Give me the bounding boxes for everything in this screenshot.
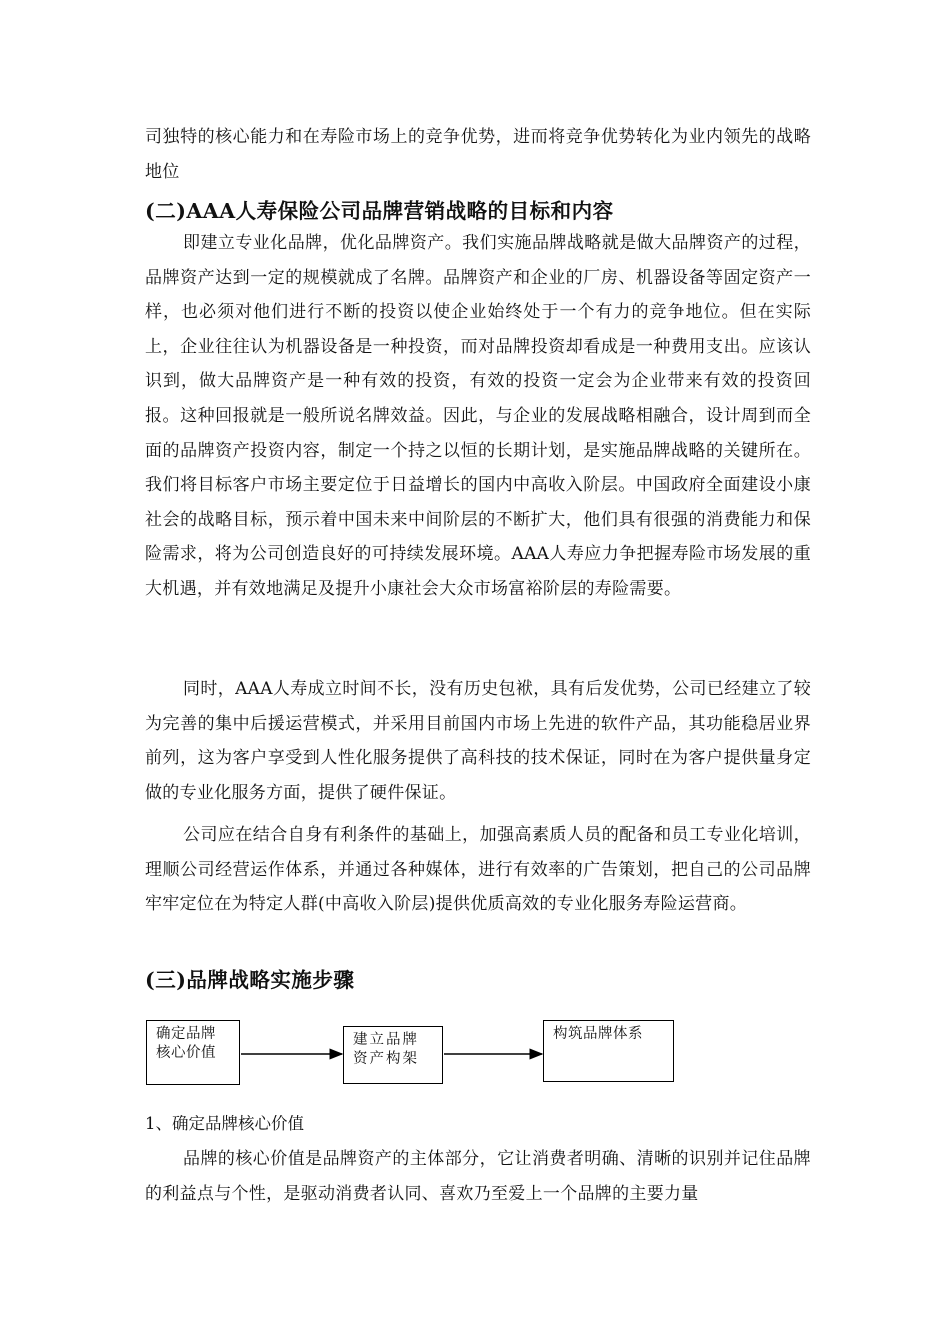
flow-box-core-value: 确定品牌核心价值 — [146, 1020, 240, 1085]
flow-box-brand-system: 构筑品牌体系 — [543, 1020, 674, 1082]
flow-box-asset-framework: 建立品牌资产构架 — [343, 1026, 443, 1084]
paragraph-brand-goals: 即建立专业化品牌，优化品牌资产。我们实施品牌战略就是做大品牌资产的过程，品牌资产达到一定的规模就成了名牌。品牌资产和企业的厂房、机器设备等固定资产一样，也必须对他们进行不断的投资以使企业始终处于一个有力的竞争地位。但在实际上，企业往往认为机器设备是一种投资，而对品牌投资却看成是一种费用支出。应该认识到，做大品牌资产是一种有效的投资，有效的投资一定会为企业带来有效的投资回报。这种回报就是一般所说名牌效益。因此，与企业的发展战略相融合，设计周到而全面的品牌资产投资内容，制定一个持之以恒的长期计划，是实施品牌战略的关键所在。我们将目标客户市场主要定位于日益增长的国内中高收入阶层。中国政府全面建设小康社会的战略目标，预示着中国未来中间阶层的不断扩大，他们具有很强的消费能力和保险需求，将为公司创造良好的可持续发展环境。AAA人寿应力争把握寿险市场发展的重大机遇，并有效地满足及提升小康社会大众市场富裕阶层的寿险需要。 — [145, 233, 811, 599]
paragraph-continuation: 司独特的核心能力和在寿险市场上的竞争优势，进而将竞争优势转化为业内领先的战略地位 — [145, 127, 811, 182]
section-heading-2: (二)AAA人寿保险公司品牌营销战略的目标和内容 — [145, 199, 614, 223]
paragraph-positioning: 公司应在结合自身有利条件的基础上，加强高素质人员的配备和员工专业化培训，理顺公司经营运作体系，并通过各种媒体，进行有效率的广告策划，把自己的公司品牌牢牢定位在为特定人群(中高收入阶层)提供优质高效的专业化服务寿险运营商。 — [145, 825, 811, 915]
paragraph-core-value: 品牌的核心价值是品牌资产的主体部分，它让消费者明确、清晰的识别并记住品牌的利益点与个性，是驱动消费者认同、喜欢乃至爱上一个品牌的主要力量 — [145, 1149, 811, 1204]
paragraph-advantages: 同时，AAA人寿成立时间不长，没有历史包袱，具有后发优势，公司已经建立了较为完善的集中后援运营模式，并采用目前国内市场上先进的软件产品，其功能稳居业界前列，这为客户享受到人性化服务提供了高科技的技术保证，同时在为客户提供量身定做的专业化服务方面，提供了硬件保证。 — [145, 679, 811, 803]
subheading-core-value: 1、确定品牌核心价值 — [145, 1114, 304, 1133]
section-heading-3: (三)品牌战略实施步骤 — [145, 968, 355, 992]
